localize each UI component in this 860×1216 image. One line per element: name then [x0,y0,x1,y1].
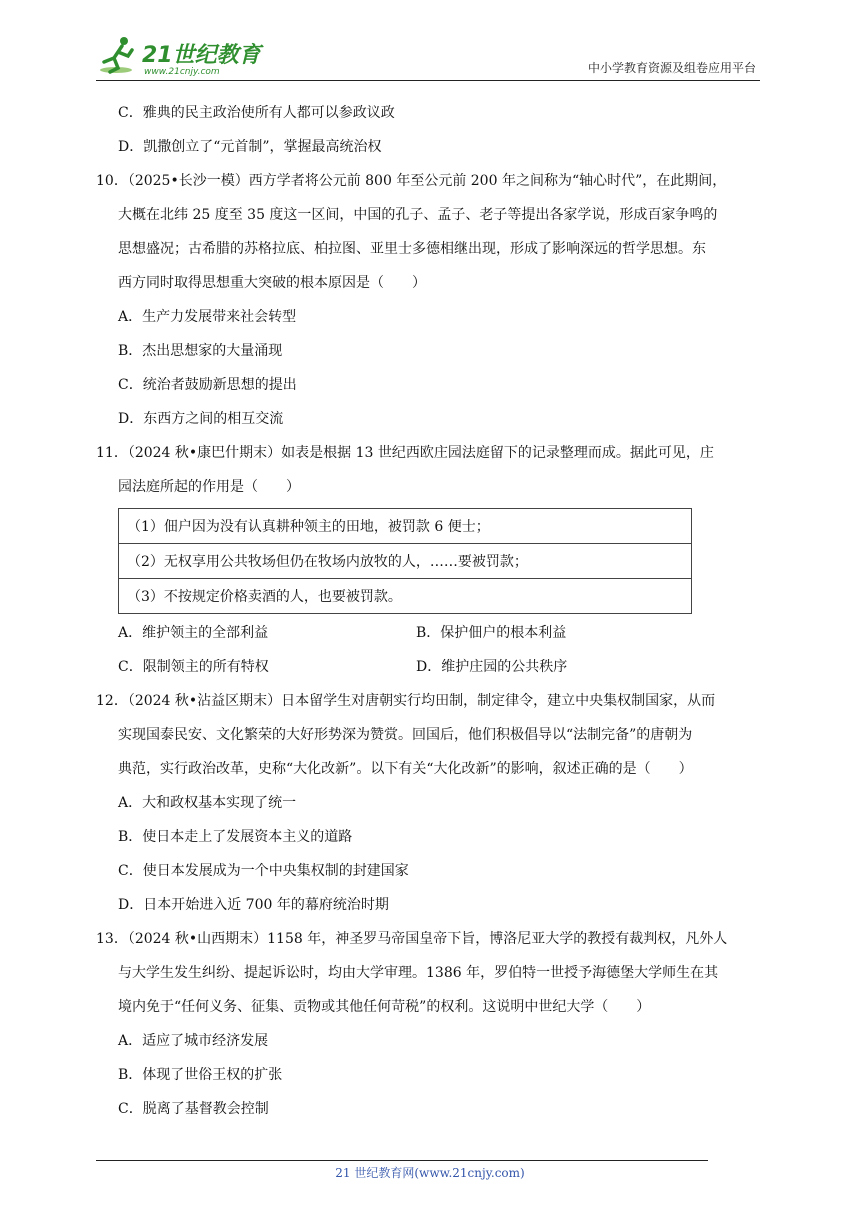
table-row [119,544,692,579]
table-row [119,579,692,614]
q11-option-d: D．维护庄园的公共秩序 [416,659,568,675]
q11-stem-line2: 园法庭所起的作用是（ ） [118,479,300,495]
q11-options-row1 [96,616,760,650]
q10-stem-line2: 大概在北纬 25 度至 35 度这一区间，中国的孔子、孟子、老子等提出各家学说，形成百家争鸣的 [118,207,718,223]
q12-stem-line2: 实现国泰民安、文化繁荣的大好形势深为赞赏。回国后，他们积极倡导以“法制完备”的唐朝为 [118,727,693,743]
svg-text:21世纪教育: 21世纪教育 [142,43,261,68]
table-row [119,509,692,544]
page-header [96,34,760,81]
q13-option-a: A．适应了城市经济发展 [118,1033,269,1049]
q9-option-d: D．凯撒创立了“元首制”，掌握最高统治权 [118,139,382,155]
q13-stem-line3: 境内免于“任何义务、征集、贡物或其他任何苛税”的权利。这说明中世纪大学（ ） [118,999,651,1015]
table-cell: （3）不按规定价格卖酒的人，也要被罚款。 [119,579,692,614]
q10-option-a: A．生产力发展带来社会转型 [118,309,297,325]
q10-option-b: B．杰出思想家的大量涌现 [118,343,283,359]
table-cell: （1）佃户因为没有认真耕种领主的田地，被罚款 6 便士； [119,509,692,544]
q13-stem-line2: 与大学生发生纠纷、提起诉讼时，均由大学审理。1386 年，罗伯特一世授予海德堡大学师生在其 [118,965,719,981]
q13-option-b: B．体现了世俗王权的扩张 [118,1067,283,1083]
header-platform-text: 中小学教育资源及组卷应用平台 [587,61,756,75]
q10-option-d: D．东西方之间的相互交流 [118,411,284,427]
q10-option-c: C．统治者鼓励新思想的提出 [118,377,297,393]
q12-option-c: C．使日本发展成为一个中央集权制的封建国家 [118,863,409,879]
q13-option-c: C．脱离了基督教会控制 [118,1101,269,1117]
q10-stem-line1: 10．（2025•长沙一模）西方学者将公元前 800 年至公元前 200 年之间称为“轴心时代”，在此期间， [96,173,727,189]
q11-option-a: A．维护领主的全部利益 [118,625,269,641]
q11-stem-line1: 11．（2024 秋•康巴什期末）如表是根据 13 世纪西欧庄园法庭留下的记录整理而成。据此可见，庄 [96,445,714,461]
q13-stem-line1: 13．（2024 秋•山西期末）1158 年，神圣罗马帝国皇帝下旨，博洛尼亚大学的教授有裁判权，凡外人 [96,931,728,947]
svg-text:www.21cnjy.com: www.21cnjy.com [144,67,220,77]
question-content [96,96,760,1126]
q11-options-row2 [96,650,760,684]
q11-record-table [118,508,692,614]
q12-option-d: D．日本开始进入近 700 年的幕府统治时期 [118,897,389,913]
q10-stem-line4: 西方同时取得思想重大突破的根本原因是（ ） [118,275,426,291]
footer-divider [96,1160,708,1161]
logo-21cnjy [96,34,266,78]
q10-stem-line3: 思想盛况；古希腊的苏格拉底、柏拉图、亚里士多德相继出现，形成了影响深远的哲学思想。东 [118,241,706,257]
q12-stem-line3: 典范，实行政治改革，史称“大化改新”。以下有关“大化改新”的影响，叙述正确的是（ ） [118,761,693,777]
q12-stem-line1: 12．（2024 秋•沾益区期末）日本留学生对唐朝实行均田制，制定律令，建立中央集权制国家，从而 [96,693,716,709]
q9-option-c: C．雅典的民主政治使所有人都可以参政议政 [118,105,395,121]
q11-option-b: B．保护佃户的根本利益 [416,625,567,641]
q11-option-c: C．限制领主的所有特权 [118,659,269,675]
q12-option-b: B．使日本走上了发展资本主义的道路 [118,829,353,845]
footer-text[interactable]: 21 世纪教育网(www.21cnjy.com) [335,1166,525,1180]
q12-option-a: A．大和政权基本实现了统一 [118,795,297,811]
table-cell: （2）无权享用公共牧场但仍在牧场内放牧的人，……要被罚款； [119,544,692,579]
